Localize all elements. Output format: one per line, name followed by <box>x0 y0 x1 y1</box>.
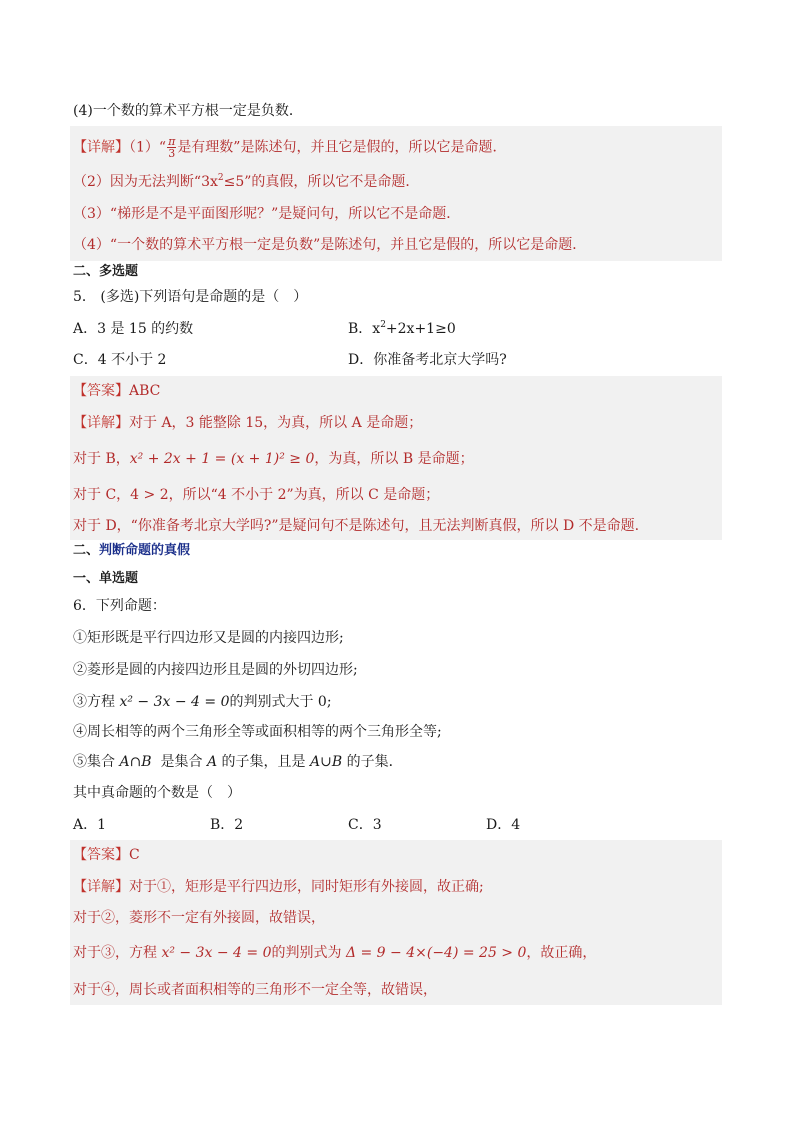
q6-d3-mid: 的判别式为 <box>271 945 346 961</box>
q4-statement: (4)一个数的算术平方根一定是负数． <box>73 103 303 119</box>
detail-1-l2-sup: 2 <box>217 173 224 183</box>
q6-ask: 其中真命题的个数是（ ） <box>73 785 241 801</box>
q6-statement-3 <box>73 692 332 712</box>
q6-option-b: B．2 <box>210 817 244 833</box>
q6-detail-3 <box>73 943 596 963</box>
fraction-denominator: 3 <box>168 147 176 160</box>
q5-option-c: C．4 不小于 2 <box>73 352 167 368</box>
q5-detail-2-prefix: 对于 B， <box>73 451 130 467</box>
detail-1-line-2 <box>73 172 419 192</box>
q6-statement-1: ①矩形既是平行四边形又是圆的内接四边形; <box>73 630 344 646</box>
detail-1-line-1 <box>73 136 506 159</box>
q5-detail-2 <box>73 449 474 469</box>
q5-detail-2-math: x² + 2x + 1 = (x + 1)² ≥ 0 <box>129 451 315 467</box>
q5-option-d: D．你准备考北京大学吗? <box>348 352 507 368</box>
section-judge-prefix: 二、 <box>73 543 100 558</box>
detail-1-l1-suffix: 是有理数”是陈述句，并且它是假的，所以它是命题． <box>177 139 507 156</box>
q6-s3-suffix: 的判别式大于 0; <box>229 694 332 710</box>
q5-option-b-prefix: B．x <box>348 321 381 337</box>
section-judge-truth <box>73 541 190 561</box>
q5-option-b <box>348 319 456 339</box>
detail-1-l2-suffix: ≤5”的真假，所以它不是命题． <box>223 174 420 190</box>
detail-tag: 【详解】 <box>73 139 129 156</box>
q6-answer-line <box>73 845 140 865</box>
q6-option-a: A．1 <box>73 817 107 833</box>
pi-over-3-fraction <box>167 136 176 159</box>
detail-1-l2-prefix: （2）因为无法判断“3x <box>73 174 218 190</box>
q6-option-d: D．4 <box>486 817 521 833</box>
q6-s5-math-1: A∩B <box>119 754 152 770</box>
q5-stem: 5． (多选)下列语句是命题的是（ ） <box>73 289 308 305</box>
q6-s5-math-3: A∪B <box>309 754 343 770</box>
q6-statement-4: ④周长相等的两个三角形全等或面积相等的两个三角形全等; <box>73 724 442 740</box>
q6-s3-prefix: ③方程 <box>73 694 120 710</box>
q5-detail-3: 对于 C，4 > 2，所以“4 不小于 2”为真，所以 C 是命题； <box>73 487 440 503</box>
q6-s5-mid-2: 的子集，且是 <box>217 754 310 770</box>
q5-detail-4: 对于 D，“你准备考北京大学吗?”是疑问句不是陈述句，且无法判断真假，所以 D 不是命题. <box>73 518 640 534</box>
section-multi-choice: 二、多选题 <box>73 264 139 279</box>
q5-detail-2-suffix: ，为真，所以 B 是命题； <box>314 451 474 467</box>
q5-option-b-sup: 2 <box>380 320 386 330</box>
q6-s3-math: x² − 3x − 4 = 0 <box>119 694 230 710</box>
q6-stem: 6．下列命题： <box>73 598 166 614</box>
detail-tag: 【详解】 <box>73 415 129 431</box>
q5-option-b-suffix: +2x+1≥0 <box>385 321 456 337</box>
q6-detail-1-text: 对于①，矩形是平行四边形，同时矩形有外接圆，故正确; <box>129 879 484 895</box>
q6-d3-suffix: ，故正确， <box>526 945 597 961</box>
section-judge-title: 判断命题的真假 <box>99 543 191 558</box>
q6-s5-prefix: ⑤集合 <box>73 754 120 770</box>
q6-detail-4: 对于④，周长或者面积相等的三角形不一定全等，故错误， <box>73 982 437 998</box>
answer-tag: 【答案】 <box>73 383 129 399</box>
q5-option-a: A．3 是 15 的约数 <box>73 321 194 337</box>
answer-tag: 【答案】 <box>73 847 129 863</box>
q6-option-c: C．3 <box>348 817 382 833</box>
fraction-numerator: π <box>168 135 176 148</box>
q6-s5-mid-1: 是集合 <box>151 754 207 770</box>
q6-detail-1 <box>73 877 484 897</box>
q5-answer: ABC <box>129 383 161 399</box>
q6-answer: C <box>129 847 140 863</box>
detail-1-line-3: （3）“梯形是不是平面图形呢？”是疑问句，所以它不是命题． <box>73 206 461 222</box>
detail-1-line-4: （4）“一个数的算术平方根一定是负数”是陈述句，并且它是假的，所以它是命题． <box>73 237 587 253</box>
section-single-choice: 一、单选题 <box>73 571 139 586</box>
q6-detail-2: 对于②，菱形不一定有外接圆，故错误， <box>73 910 325 926</box>
q6-d3-math-2: Δ = 9 − 4×(−4) = 25 > 0 <box>345 945 527 961</box>
q6-statement-5 <box>73 752 403 772</box>
detail-tag: 【详解】 <box>73 879 129 895</box>
q5-answer-line <box>73 381 160 401</box>
detail-1-l1-prefix: （1）“ <box>129 139 167 156</box>
q6-d3-math: x² − 3x − 4 = 0 <box>161 945 272 961</box>
q6-s5-math-2: A <box>206 754 218 770</box>
q6-s5-suffix: 的子集． <box>342 754 403 770</box>
q5-detail-1 <box>73 413 422 433</box>
q5-detail-1-text: 对于 A，3 能整除 15，为真，所以 A 是命题； <box>129 415 423 431</box>
q6-statement-2: ②菱形是圆的内接四边形且是圆的外切四边形; <box>73 662 358 678</box>
q6-d3-prefix: 对于③，方程 <box>73 945 162 961</box>
